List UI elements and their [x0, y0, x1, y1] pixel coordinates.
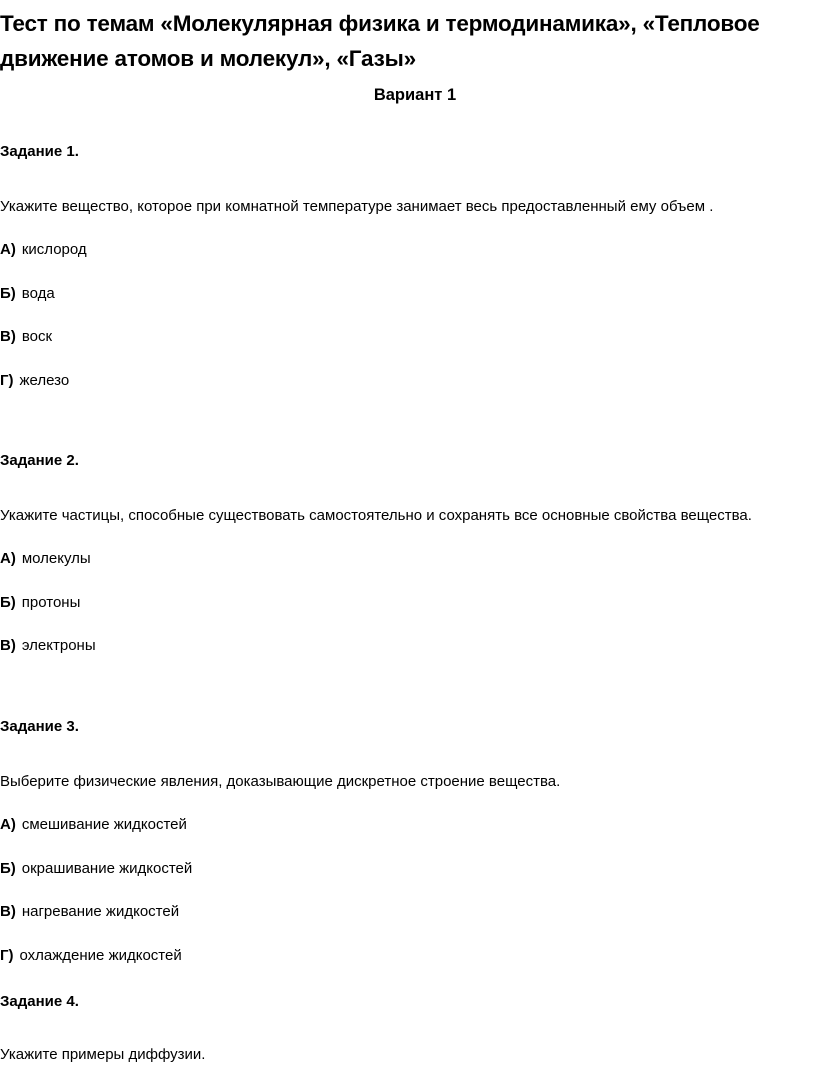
option-letter: В) — [0, 903, 16, 920]
task-3-option-d — [0, 946, 182, 966]
task-2-heading: Задание 2. — [0, 452, 79, 469]
option-letter: А) — [0, 241, 16, 258]
task-1-question: Укажите вещество, которое при комнатной температуре занимает весь предоставленный ему объем . — [0, 198, 714, 215]
task-2-option-b — [0, 593, 80, 613]
option-text: вода — [21, 285, 55, 302]
option-letter: В) — [0, 637, 16, 654]
task-3-question: Выберите физические явления, доказывающие дискретное строение вещества. — [0, 773, 561, 790]
option-text: смешивание жидкостей — [21, 816, 187, 833]
task-3-option-b — [0, 859, 192, 879]
task-2-question: Укажите частицы, способные существовать самостоятельно и сохранять все основные свойства вещества. — [0, 507, 752, 524]
option-letter: В) — [0, 328, 16, 345]
option-letter: Б) — [0, 285, 16, 302]
task-1-option-b — [0, 284, 55, 304]
title-line-1: Тест по темам «Молекулярная физика и термодинамика», «Тепловое — [0, 11, 760, 36]
option-text: окрашивание жидкостей — [21, 860, 193, 877]
task-3-option-a — [0, 815, 187, 835]
task-3-option-c — [0, 902, 179, 922]
option-letter: Г) — [0, 372, 14, 389]
option-text: воск — [21, 328, 53, 345]
option-text: протоны — [21, 594, 81, 611]
task-2-option-c — [0, 636, 96, 656]
task-4-heading: Задание 4. — [0, 993, 79, 1010]
task-3-heading: Задание 3. — [0, 718, 79, 735]
document-title — [0, 6, 816, 76]
option-letter: Г) — [0, 947, 14, 964]
task-1-option-c — [0, 327, 52, 347]
option-text: нагревание жидкостей — [21, 903, 180, 920]
option-letter: А) — [0, 816, 16, 833]
task-1-heading: Задание 1. — [0, 143, 79, 160]
option-text: кислород — [21, 241, 87, 258]
task-2-option-a — [0, 549, 91, 569]
task-1-option-a — [0, 240, 87, 260]
option-text: охлаждение жидкостей — [19, 947, 182, 964]
option-text: электроны — [21, 637, 96, 654]
option-text: молекулы — [21, 550, 91, 567]
option-letter: Б) — [0, 594, 16, 611]
option-letter: Б) — [0, 860, 16, 877]
option-letter: А) — [0, 550, 16, 567]
task-1-option-d — [0, 371, 69, 391]
option-text: железо — [19, 372, 70, 389]
variant-heading: Вариант 1 — [373, 86, 457, 104]
task-4-question: Укажите примеры диффузии. — [0, 1046, 206, 1063]
title-line-2: движение атомов и молекул», «Газы» — [0, 46, 416, 71]
